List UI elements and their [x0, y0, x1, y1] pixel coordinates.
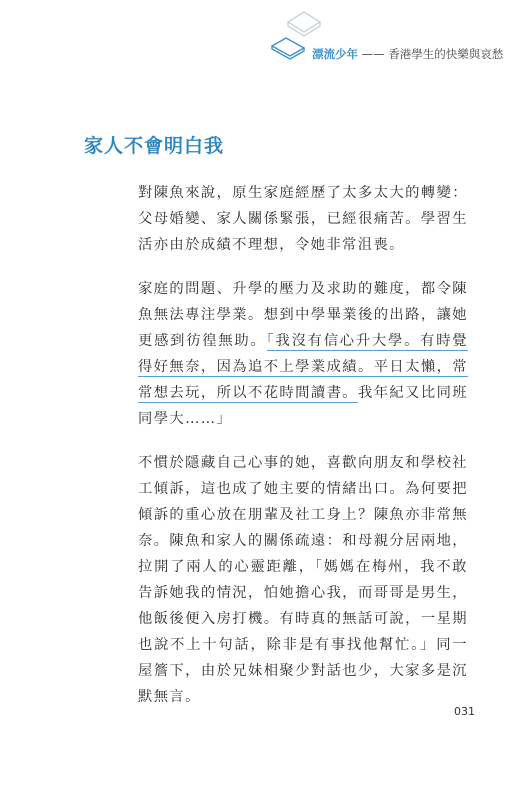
paragraph-2-text: 家庭的問題、升學的壓力及求助的難度，都令陳魚無法專注學業。想到中學畢業後的出路，讓她更感到彷徨無助。 [138, 281, 468, 349]
quote-continuation: 我年紀又比同班同學大……」 [138, 385, 468, 427]
page-number: 031 [454, 705, 475, 718]
paragraph-1: 對陳魚來說，原生家庭經歷了太多太大的轉變：父母婚變、家人關係緊張，已經很痛苦。學習生活亦由於成績不理想，令她非常沮喪。 [138, 185, 468, 253]
series-subtitle: 香港學生的快樂與哀愁 [388, 47, 504, 61]
header-dash: —— [358, 47, 389, 61]
paragraph-3: 不慣於隱藏自己心事的她，喜歡向朋友和學校社工傾訴，這也成了她主要的情緒出口。為何要把傾訴的重心放在朋輩及社工身上？陳魚亦非常無奈。陳魚和家人的關係疏遠：和母親分居兩地，拉開了兩人的心靈距離，「媽媽在梅州，我不敢告訴她我的情況，怕她擔心我，而哥哥是男生，他飯後便入房打機。有時真的無話可說，一星期也說不上十句話，除非是有事找他幫忙。」同一屋簷下，由於兄妹相聚少對話也少，大家多是沉默無言。 [138, 455, 468, 705]
series-name: 漂流少年 [312, 47, 358, 61]
running-header [268, 8, 508, 68]
section-title: 家人不會明白我 [84, 135, 225, 157]
running-header-text [312, 46, 503, 62]
paragraph-2 [108, 276, 468, 432]
body-text [108, 180, 468, 728]
underlined-quote: 「我沒有信心升大學。有時覺得好無奈，因為追不上學業成績。平日太懶，常常想去玩，所以不花時間讀書。 [138, 333, 468, 401]
